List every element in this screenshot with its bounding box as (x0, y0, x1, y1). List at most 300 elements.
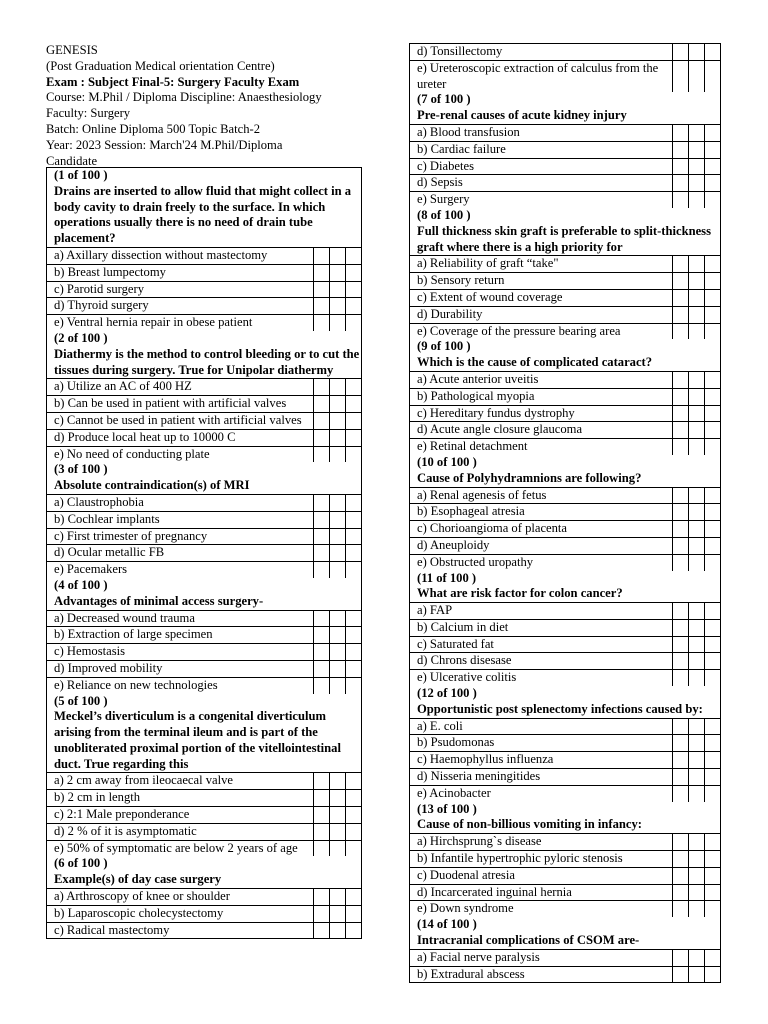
option-text: c) Radical mastectomy (54, 922, 170, 937)
option-text: c) Extent of wound coverage (417, 289, 563, 304)
answer-box[interactable] (345, 396, 361, 412)
answer-box[interactable] (329, 644, 345, 660)
answer-box[interactable] (704, 670, 720, 686)
option-row (410, 752, 720, 769)
option-text: c) 2:1 Male preponderance (54, 807, 190, 822)
answer-box[interactable] (704, 752, 720, 768)
option-row (410, 290, 720, 307)
option-row (47, 923, 361, 939)
answer-box[interactable] (329, 678, 345, 694)
question-header (47, 168, 361, 248)
answer-box[interactable] (688, 439, 704, 455)
answer-box[interactable] (329, 545, 345, 561)
answer-box[interactable] (672, 256, 688, 272)
question-text: Drains are inserted to allow fluid that might collect in a body cavity to drain freely to the surface. In which operations usually there is no need of drain tube placement? (54, 183, 352, 246)
answer-box[interactable] (313, 265, 329, 281)
answer-box[interactable] (688, 159, 704, 175)
answer-box[interactable] (313, 611, 329, 627)
answer-box[interactable] (688, 901, 704, 917)
answer-box[interactable] (704, 307, 720, 323)
question-header (410, 455, 720, 488)
answer-box[interactable] (672, 653, 688, 669)
answer-box[interactable] (704, 159, 720, 175)
question-column-right (409, 43, 721, 983)
answer-box[interactable] (313, 678, 329, 694)
question-text: Absolute contraindication(s) of MRI (54, 478, 250, 493)
answer-box[interactable] (313, 562, 329, 578)
answer-box[interactable] (704, 142, 720, 158)
option-text: c) Hereditary fundus dystrophy (417, 405, 575, 420)
answer-box[interactable] (345, 790, 361, 806)
answer-box[interactable] (345, 611, 361, 627)
answer-box[interactable] (704, 967, 720, 983)
answer-box[interactable] (345, 562, 361, 578)
option-text: d) Chrons disesase (417, 653, 512, 668)
answer-box[interactable] (345, 248, 361, 264)
answer-box[interactable] (313, 661, 329, 677)
answer-box[interactable] (688, 603, 704, 619)
answer-box[interactable] (345, 447, 361, 463)
option-row (410, 868, 720, 885)
option-text: d) Durability (417, 306, 483, 321)
answer-box[interactable] (688, 324, 704, 340)
option-row (410, 901, 720, 917)
answer-box[interactable] (688, 786, 704, 802)
option-row (47, 495, 361, 512)
answer-box[interactable] (672, 851, 688, 867)
answer-box[interactable] (313, 512, 329, 528)
option-text: d) 2 % of it is asymptomatic (54, 823, 197, 838)
answer-box[interactable] (313, 906, 329, 922)
answer-box[interactable] (688, 125, 704, 141)
option-row (47, 545, 361, 562)
answer-box[interactable] (313, 282, 329, 298)
answer-box[interactable] (672, 868, 688, 884)
answer-box[interactable] (688, 950, 704, 966)
answer-box[interactable] (688, 868, 704, 884)
answer-box[interactable] (345, 824, 361, 840)
answer-box[interactable] (672, 324, 688, 340)
option-row (47, 265, 361, 282)
answer-box[interactable] (704, 324, 720, 340)
answer-box[interactable] (329, 265, 345, 281)
answer-box[interactable] (672, 603, 688, 619)
answer-box[interactable] (672, 307, 688, 323)
question-block (410, 92, 720, 208)
answer-box[interactable] (688, 851, 704, 867)
answer-box[interactable] (672, 735, 688, 751)
option-text: d) Incarcerated inguinal hernia (417, 884, 572, 899)
answer-box[interactable] (672, 389, 688, 405)
answer-box[interactable] (704, 290, 720, 306)
answer-box[interactable] (688, 670, 704, 686)
answer-box[interactable] (704, 406, 720, 422)
answer-box[interactable] (704, 389, 720, 405)
answer-box[interactable] (329, 447, 345, 463)
answer-box[interactable] (345, 265, 361, 281)
answer-box[interactable] (345, 841, 361, 857)
answer-box[interactable] (672, 192, 688, 208)
question-text: Meckel’s diverticulum is a congenital diverticulum arising from the terminal ileum and is part of the unobliterated proximal portion of the vitellointestinal duct. True regarding this (54, 709, 341, 771)
answer-box[interactable] (313, 248, 329, 264)
option-text: c) Chorioangioma of placenta (417, 521, 568, 536)
option-row (47, 282, 361, 299)
answer-box[interactable] (329, 298, 345, 314)
answer-box[interactable] (313, 773, 329, 789)
answer-box[interactable] (313, 790, 329, 806)
answer-box[interactable] (704, 488, 720, 504)
option-text: c) Hemostasis (54, 644, 125, 659)
question-number: (13 of 100 ) (417, 801, 477, 816)
answer-box[interactable] (313, 315, 329, 331)
answer-box[interactable] (672, 44, 688, 60)
answer-box[interactable] (672, 769, 688, 785)
answer-box[interactable] (672, 125, 688, 141)
answer-box[interactable] (329, 529, 345, 545)
option-text: c) Diabetes (417, 158, 474, 173)
answer-box[interactable] (313, 923, 329, 939)
option-row (47, 807, 361, 824)
answer-box[interactable] (672, 504, 688, 520)
answer-box[interactable] (688, 61, 704, 93)
option-row (410, 603, 720, 620)
answer-box[interactable] (704, 603, 720, 619)
option-text: d) Acute angle closure glaucoma (417, 422, 583, 437)
answer-box[interactable] (329, 773, 345, 789)
option-text: a) Renal agenesis of fetus (417, 487, 547, 502)
answer-box[interactable] (313, 447, 329, 463)
option-text: a) E. coli (417, 718, 463, 733)
answer-box[interactable] (672, 488, 688, 504)
question-block (47, 694, 361, 857)
option-text: d) Tonsillectomy (417, 44, 503, 58)
answer-box[interactable] (688, 769, 704, 785)
question-header (47, 331, 361, 379)
answer-box[interactable] (704, 719, 720, 735)
answer-box[interactable] (704, 61, 720, 93)
option-row (47, 644, 361, 661)
question-text: Which is the cause of complicated cataract? (417, 355, 653, 370)
option-row (410, 769, 720, 786)
answer-box[interactable] (345, 627, 361, 643)
answer-box[interactable] (672, 967, 688, 983)
answer-box[interactable] (672, 422, 688, 438)
answer-box[interactable] (672, 372, 688, 388)
answer-box[interactable] (688, 521, 704, 537)
option-row (410, 324, 720, 340)
answer-box[interactable] (704, 901, 720, 917)
option-text: a) FAP (417, 603, 453, 618)
answer-box[interactable] (704, 786, 720, 802)
answer-box[interactable] (688, 44, 704, 60)
answer-box[interactable] (704, 125, 720, 141)
answer-box[interactable] (672, 834, 688, 850)
header-line-year: Year: 2023 Session: March'24 M.Phil/Diploma (46, 137, 283, 152)
answer-box[interactable] (345, 545, 361, 561)
answer-box[interactable] (704, 637, 720, 653)
option-text: e) Pacemakers (54, 562, 128, 577)
question-number: (10 of 100 ) (417, 454, 477, 469)
option-row (410, 192, 720, 208)
answer-box[interactable] (672, 439, 688, 455)
answer-box[interactable] (329, 248, 345, 264)
answer-box[interactable] (688, 290, 704, 306)
option-text: d) Sepsis (417, 175, 463, 190)
answer-box[interactable] (329, 627, 345, 643)
answer-box[interactable] (704, 273, 720, 289)
answer-box[interactable] (345, 512, 361, 528)
answer-box[interactable] (704, 192, 720, 208)
question-number: (1 of 100 ) (54, 168, 108, 182)
answer-box[interactable] (688, 422, 704, 438)
answer-box[interactable] (704, 439, 720, 455)
header-line-candidate: Candidate (46, 153, 98, 168)
option-text: b) Can be used in patient with artificial valves (54, 396, 287, 411)
answer-box[interactable] (329, 562, 345, 578)
option-text: c) Duodenal atresia (417, 867, 515, 882)
answer-box[interactable] (688, 735, 704, 751)
option-row (47, 447, 361, 463)
answer-box[interactable] (345, 661, 361, 677)
answer-box[interactable] (688, 967, 704, 983)
answer-box[interactable] (672, 719, 688, 735)
header-line-exam: Exam : Subject Final-5: Surgery Faculty Exam (46, 74, 300, 89)
answer-box[interactable] (688, 142, 704, 158)
answer-box[interactable] (313, 824, 329, 840)
answer-box[interactable] (704, 868, 720, 884)
answer-box[interactable] (672, 406, 688, 422)
option-text: a) Hirchsprung`s disease (417, 834, 542, 849)
answer-box[interactable] (345, 413, 361, 429)
answer-box[interactable] (313, 298, 329, 314)
answer-box[interactable] (688, 406, 704, 422)
answer-box[interactable] (688, 192, 704, 208)
question-number: (5 of 100 ) (54, 693, 108, 708)
answer-box[interactable] (704, 521, 720, 537)
answer-box[interactable] (704, 372, 720, 388)
question-header (47, 856, 361, 889)
answer-box[interactable] (672, 752, 688, 768)
answer-box[interactable] (688, 488, 704, 504)
answer-box[interactable] (704, 504, 720, 520)
answer-box[interactable] (704, 885, 720, 901)
answer-box[interactable] (345, 282, 361, 298)
question-number: (8 of 100 ) (417, 207, 471, 222)
option-text: a) Blood transfusion (417, 124, 520, 139)
answer-box[interactable] (329, 611, 345, 627)
option-text: d) Ocular metallic FB (54, 545, 165, 560)
option-row (47, 379, 361, 396)
answer-box[interactable] (313, 644, 329, 660)
answer-box[interactable] (704, 950, 720, 966)
answer-box[interactable] (672, 273, 688, 289)
option-row (410, 44, 720, 61)
answer-box[interactable] (345, 298, 361, 314)
question-text: Pre-renal causes of acute kidney injury (417, 108, 627, 123)
answer-box[interactable] (313, 495, 329, 511)
question-block (47, 462, 361, 578)
answer-box[interactable] (688, 372, 704, 388)
answer-box[interactable] (329, 430, 345, 446)
answer-box[interactable] (345, 773, 361, 789)
answer-box[interactable] (313, 430, 329, 446)
header-line-centre: (Post Graduation Medical orientation Centre) (46, 58, 275, 73)
answer-box[interactable] (313, 396, 329, 412)
answer-box[interactable] (688, 885, 704, 901)
answer-box[interactable] (704, 653, 720, 669)
answer-box[interactable] (704, 834, 720, 850)
answer-box[interactable] (313, 529, 329, 545)
answer-box[interactable] (345, 889, 361, 905)
answer-box[interactable] (329, 923, 345, 939)
answer-box[interactable] (704, 555, 720, 571)
answer-box[interactable] (345, 529, 361, 545)
answer-box[interactable] (672, 142, 688, 158)
answer-box[interactable] (329, 282, 345, 298)
answer-box[interactable] (672, 61, 688, 93)
answer-box[interactable] (704, 851, 720, 867)
answer-box[interactable] (688, 653, 704, 669)
answer-box[interactable] (313, 841, 329, 857)
answer-box[interactable] (672, 901, 688, 917)
answer-box[interactable] (345, 678, 361, 694)
question-block (47, 578, 361, 694)
answer-box[interactable] (345, 315, 361, 331)
answer-box[interactable] (329, 807, 345, 823)
answer-box[interactable] (704, 44, 720, 60)
option-text: b) Extradural abscess (417, 966, 525, 981)
answer-box[interactable] (345, 807, 361, 823)
answer-box[interactable] (345, 906, 361, 922)
question-number: (9 of 100 ) (417, 339, 471, 354)
option-row (410, 786, 720, 802)
question-header (410, 339, 720, 372)
option-text: c) Cannot be used in patient with artificial valves (54, 412, 302, 427)
answer-box[interactable] (313, 807, 329, 823)
question-header (47, 578, 361, 611)
option-text: e) Ventral hernia repair in obese patient (54, 315, 253, 330)
answer-box[interactable] (329, 661, 345, 677)
answer-box[interactable] (329, 413, 345, 429)
option-row (410, 307, 720, 324)
answer-box[interactable] (329, 379, 345, 395)
option-row (410, 389, 720, 406)
answer-box[interactable] (704, 422, 720, 438)
answer-box[interactable] (688, 504, 704, 520)
answer-box[interactable] (688, 620, 704, 636)
answer-box[interactable] (313, 889, 329, 905)
option-text: c) Haemophyllus influenza (417, 752, 554, 767)
question-number: (4 of 100 ) (54, 577, 108, 592)
answer-box[interactable] (688, 637, 704, 653)
option-text: a) Decreased wound trauma (54, 610, 195, 625)
answer-box[interactable] (688, 175, 704, 191)
answer-box[interactable] (688, 256, 704, 272)
answer-box[interactable] (329, 841, 345, 857)
option-row (410, 439, 720, 455)
answer-box[interactable] (688, 538, 704, 554)
answer-box[interactable] (672, 620, 688, 636)
answer-box[interactable] (672, 175, 688, 191)
answer-box[interactable] (345, 495, 361, 511)
option-text: b) Sensory return (417, 273, 505, 288)
answer-box[interactable] (345, 923, 361, 939)
option-text: c) Parotid surgery (54, 281, 145, 296)
answer-box[interactable] (688, 307, 704, 323)
answer-box[interactable] (313, 545, 329, 561)
question-block (410, 802, 720, 918)
answer-box[interactable] (345, 430, 361, 446)
question-header (47, 694, 361, 774)
answer-box[interactable] (672, 159, 688, 175)
answer-box[interactable] (704, 256, 720, 272)
answer-box[interactable] (672, 637, 688, 653)
answer-box[interactable] (688, 273, 704, 289)
answer-box[interactable] (704, 735, 720, 751)
question-block (410, 917, 720, 982)
option-row (47, 396, 361, 413)
option-text: e) Ureteroscopic extraction of calculus from the ureter (417, 60, 659, 91)
option-row (410, 488, 720, 505)
question-text: What are risk factor for colon cancer? (417, 586, 623, 601)
answer-box[interactable] (672, 555, 688, 571)
answer-box[interactable] (688, 389, 704, 405)
option-row (47, 529, 361, 546)
question-number: (3 of 100 ) (54, 462, 108, 477)
answer-box[interactable] (329, 889, 345, 905)
answer-box[interactable] (329, 495, 345, 511)
answer-box[interactable] (688, 555, 704, 571)
answer-box[interactable] (329, 396, 345, 412)
answer-box[interactable] (672, 885, 688, 901)
answer-box[interactable] (704, 769, 720, 785)
option-text: e) Down syndrome (417, 901, 514, 916)
answer-box[interactable] (329, 790, 345, 806)
answer-box[interactable] (672, 950, 688, 966)
answer-box[interactable] (329, 824, 345, 840)
option-text: b) Laparoscopic cholecystectomy (54, 905, 224, 920)
answer-box[interactable] (345, 644, 361, 660)
option-row (410, 159, 720, 176)
answer-box[interactable] (329, 315, 345, 331)
answer-box[interactable] (704, 175, 720, 191)
answer-box[interactable] (313, 627, 329, 643)
option-text: a) Utilize an AC of 400 HZ (54, 379, 192, 394)
option-text: e) 50% of symptomatic are below 2 years of age (54, 840, 298, 855)
option-text: b) Calcium in diet (417, 619, 509, 634)
question-block (410, 339, 720, 455)
answer-box[interactable] (704, 620, 720, 636)
answer-box[interactable] (672, 521, 688, 537)
answer-box[interactable] (672, 290, 688, 306)
answer-box[interactable] (329, 906, 345, 922)
answer-box[interactable] (345, 379, 361, 395)
answer-box[interactable] (672, 538, 688, 554)
answer-box[interactable] (672, 786, 688, 802)
answer-box[interactable] (688, 752, 704, 768)
option-text: c) Saturated fat (417, 636, 494, 651)
option-row (410, 851, 720, 868)
answer-box[interactable] (313, 379, 329, 395)
answer-box[interactable] (329, 512, 345, 528)
answer-box[interactable] (688, 719, 704, 735)
option-text: a) Axillary dissection without mastectomy (54, 247, 268, 262)
answer-box[interactable] (672, 670, 688, 686)
answer-box[interactable] (688, 834, 704, 850)
header-line-course: Course: M.Phil / Diploma Discipline: Anaesthesiology (46, 90, 322, 105)
answer-box[interactable] (313, 413, 329, 429)
answer-box[interactable] (704, 538, 720, 554)
